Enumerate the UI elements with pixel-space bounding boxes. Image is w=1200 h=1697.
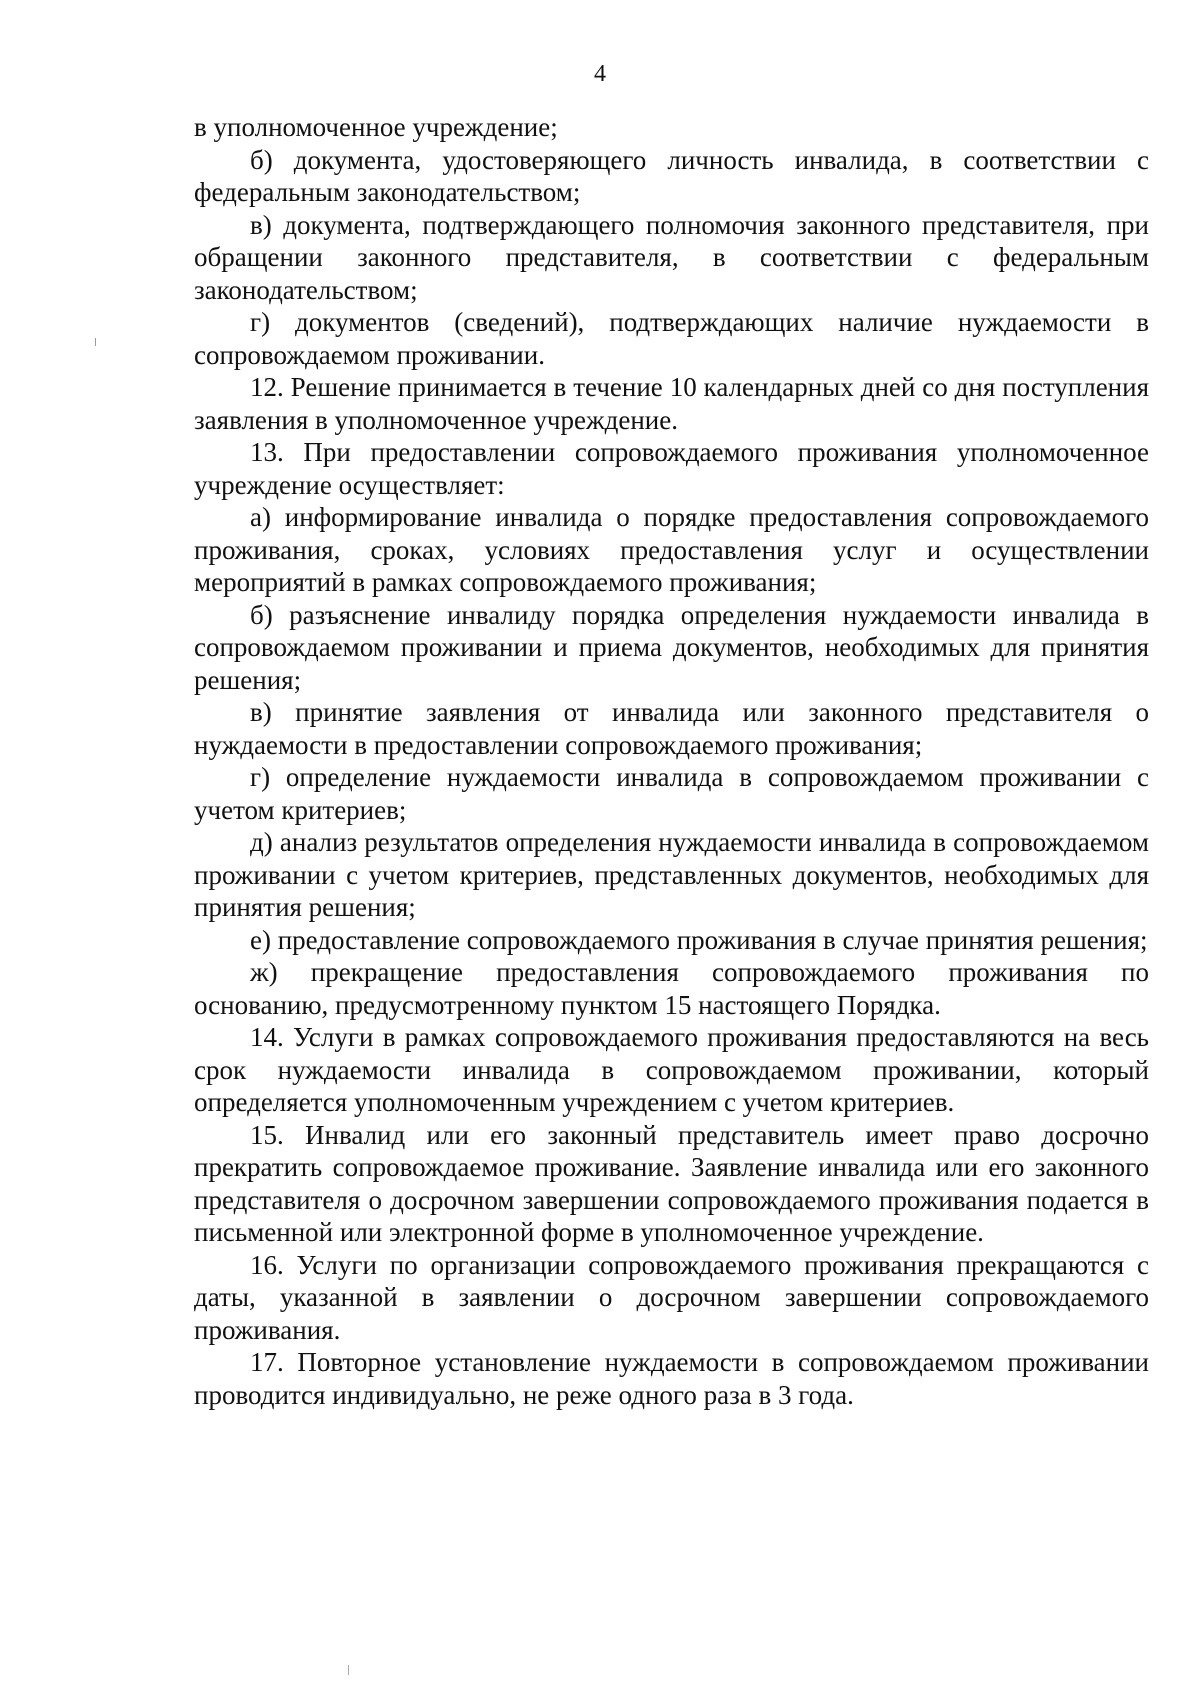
document-body — [194, 111, 1149, 1411]
paragraph-item-v-representative-document: в) документа, подтверждающего полномочия законного представителя, при обращении законного представителя, в соответствии с федеральным законодательством; — [194, 209, 1149, 305]
scan-speck — [95, 338, 96, 346]
paragraph-item-g-need-documents: г) документов (сведений), подтверждающих наличие нуждаемости в сопровождаемом проживании. — [194, 307, 1149, 370]
paragraph-item-b-explanation: б) разъяснение инвалиду порядка определения нуждаемости инвалида в сопровождаемом проживании и приема документов, необходимых для принятия решения; — [194, 599, 1149, 695]
paragraph-item-d-analysis: д) анализ результатов определения нуждаемости инвалида в сопровождаемом проживании с учетом критериев, представленных документов, необходимых для принятия решения; — [194, 827, 1149, 922]
scan-speck — [348, 1665, 349, 1675]
paragraph-item-v-application: в) принятие заявления от инвалида или законного представителя о нуждаемости в предоставлении сопровождаемого проживания; — [194, 697, 1149, 760]
paragraph-clause-16: 16. Услуги по организации сопровождаемого проживания прекращаются с даты, указанной в заявлении о досрочном завершении сопровождаемого проживания. — [194, 1249, 1149, 1345]
paragraph-item-g-determination: г) определение нуждаемости инвалида в сопровождаемом проживании с учетом критериев; — [194, 762, 1149, 825]
paragraph-item-zh-termination: ж) прекращение предоставления сопровождаемого проживания по основанию, предусмотренному пунктом 15 настоящего Порядка. — [194, 957, 1149, 1020]
paragraph-clause-13: 13. При предоставлении сопровождаемого проживания уполномоченное учреждение осуществляет: — [194, 437, 1149, 500]
paragraph-clause-15: 15. Инвалид или его законный представитель имеет право досрочно прекратить сопровождаемое проживание. Заявление инвалида или его законного представителя о досрочном завершении сопровождаемого проживания подается в письменной или электронной форме в уполномоченное учреждение. — [194, 1119, 1149, 1247]
paragraph-clause-17: 17. Повторное установление нуждаемости в сопровождаемом проживании проводится индивидуально, не реже одного раза в 3 года. — [194, 1347, 1149, 1410]
paragraph-item-e-provision: е) предоставление сопровождаемого проживания в случае принятия решения; — [250, 924, 1148, 955]
paragraph-continuation: в уполномоченное учреждение; — [194, 112, 558, 142]
paragraph-clause-14: 14. Услуги в рамках сопровождаемого проживания предоставляются на весь срок нуждаемости инвалида в сопровождаемом проживании, который определяется уполномоченным учреждением с учетом критериев. — [194, 1022, 1149, 1117]
page-number: 4 — [594, 61, 606, 87]
paragraph-item-a-informing: а) информирование инвалида о порядке предоставления сопровождаемого проживания, сроках, условиях предоставления услуг и осуществлении мероприятий в рамках сопровождаемого проживания; — [194, 502, 1149, 597]
paragraph-clause-12: 12. Решение принимается в течение 10 календарных дней со дня поступления заявления в уполномоченное учреждение. — [194, 372, 1149, 435]
paragraph-item-b-identity-document: б) документа, удостоверяющего личность инвалида, в соответствии с федеральным законодательством; — [194, 144, 1149, 207]
